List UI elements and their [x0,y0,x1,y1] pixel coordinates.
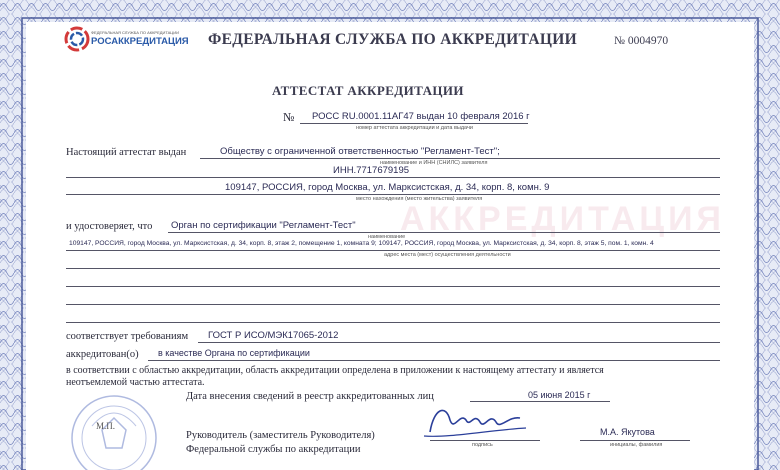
scope-text-line2: неотъемлемой частью аттестата. [66,377,205,388]
address-caption: место нахождения (место жительства) заявителя [356,196,483,202]
logo-text: РОСАККРЕДИТАЦИЯ [91,36,189,47]
stamp-text: М.П. [96,421,116,431]
logo-emblem-icon [64,26,90,52]
issued-caption: наименование и ИНН (СНИЛС) заявителя [380,160,488,166]
applicant-address: 109147, РОССИЯ, город Москва, ул. Марксистская, д. 34, корп. 8, комн. 9 [225,182,550,193]
issued-label: Настоящий аттестат выдан [66,147,187,158]
name-caption: инициалы, фамилия [610,442,663,448]
accredited-as: в качестве Органа по сертификации [158,348,310,358]
standard: ГОСТ Р ИСО/МЭК17065-2012 [208,330,339,341]
certificate-number: РОСС RU.0001.11АГ47 выдан 10 февраля 2016 г [312,111,530,122]
activity-caption: адрес места (мест) осуществления деятельности [384,252,511,258]
serial-number: № 0004970 [614,35,669,47]
issued-to: Обществу с ограниченной ответственностью "Регламент-Тест"; [220,146,500,157]
complies-label: соответствует требованиям [66,331,189,342]
body-name: Орган по сертификации "Регламент-Тест" [171,220,356,231]
service-title: ФЕДЕРАЛЬНАЯ СЛУЖБА ПО АККРЕДИТАЦИИ [208,31,577,48]
head-label-line2: Федеральной службы по аккредитации [186,444,361,455]
accredited-label: аккредитован(о) [66,349,139,360]
logo-small-text: ФЕДЕРАЛЬНАЯ СЛУЖБА ПО АККРЕДИТАЦИИ [91,30,180,35]
scope-text-line1: в соответствии с областью аккредитации, область аккредитации определена в приложении к настоящему аттестату и является [66,365,604,376]
registry-date: 05 июня 2015 г [528,390,591,400]
watermark: АККРЕДИТАЦИЯ [400,200,725,238]
activity-address: 109147, РОССИЯ, город Москва, ул. Марксистская, д. 34, корп. 8, этаж 2, помещение 1, комната 9; 109147, РОССИЯ, город Москва, ул. Марксистская, д. 34, корп. 8, этаж 5, пом. 1, комн. 4 [69,240,654,247]
signature [420,398,530,444]
signature-caption: подпись [472,442,493,448]
certificate-title: АТТЕСТАТ АККРЕДИТАЦИИ [272,83,464,98]
number-caption: номер аттестата аккредитации и дата выдачи [356,125,473,131]
certifies-label: и удостоверяет, что [66,221,153,232]
number-prefix: № [283,110,295,124]
inn: ИНН.7717679195 [333,165,410,176]
body-caption: наименование [368,234,406,240]
head-name: М.А. Якутова [600,427,655,437]
registry-label: Дата внесения сведений в реестр аккредитованных лиц [186,391,434,402]
head-label-line1: Руководитель (заместитель Руководителя) [186,430,375,441]
